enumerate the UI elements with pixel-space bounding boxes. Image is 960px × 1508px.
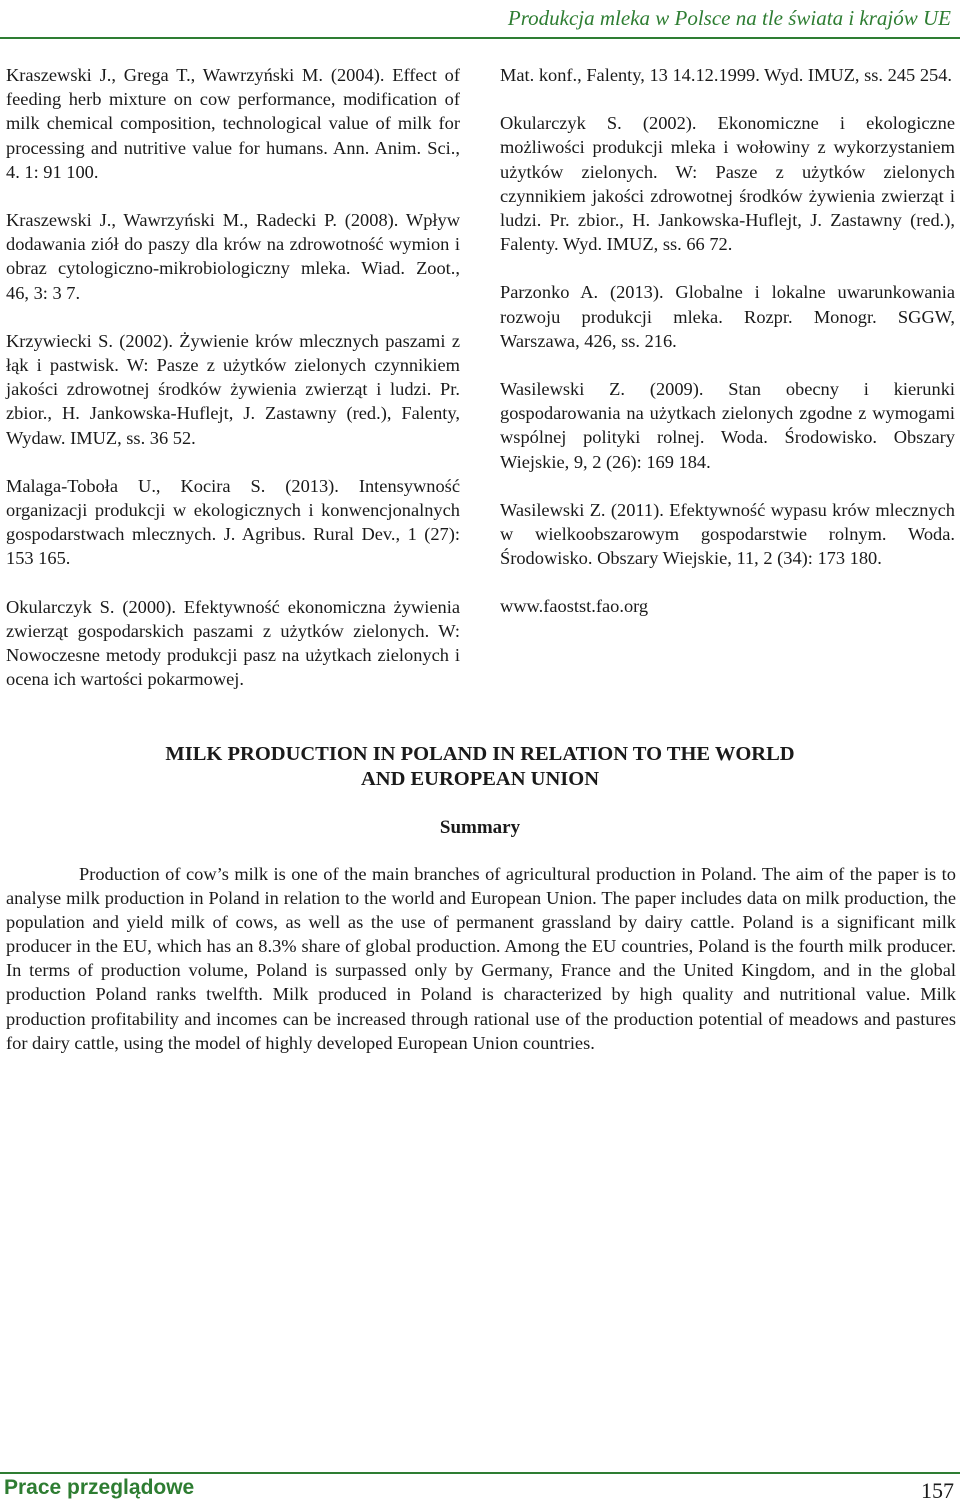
reference-link[interactable]: www.faostst.fao.org — [500, 596, 649, 617]
page-number: 157 — [921, 1478, 954, 1503]
footer-rule — [0, 1472, 960, 1474]
reference-item: Kraszewski J., Grega T., Wawrzyński M. (2004). Effect of feeding herb mixture on cow performance, modification of milk chemical composition, technological value of milk for processing and nutritive value for humans. Ann. Anim. Sci., 4. 1: 91 100. — [6, 65, 460, 182]
references-left-column — [6, 63, 460, 715]
header-rule — [0, 37, 960, 39]
reference-item: Mat. konf., Falenty, 13 14.12.1999. Wyd. IMUZ, ss. 245 254. — [500, 65, 952, 85]
running-title: Produkcja mleka w Polsce na tle świata i krajów UE — [507, 6, 951, 30]
references-right-column — [500, 63, 955, 643]
reference-item: Malaga-Toboła U., Kocira S. (2013). Intensywność organizacji produkcji w ekologicznych i konwencjonalnych gospodarstwach mlecznych. J. Agribus. Rural Dev., 1 (27): 153 165. — [6, 475, 460, 569]
reference-item: Krzywiecki S. (2002). Żywienie krów mlecznych paszami z łąk i pastwisk. W: Pasze z użytków zielonych czynnikiem jakości zdrowotnej środków żywienia zwierząt i ludzi. Pr. zbior., H. Jankowska-Huflejt, J. Zastawny (red.), Falenty, Wydaw. IMUZ, ss. 36 52. — [6, 330, 460, 448]
footer-section-label: Prace przeglądowe — [4, 1476, 195, 1499]
summary-heading: Summary — [439, 817, 521, 838]
reference-item: Wasilewski Z. (2011). Efektywność wypasu krów mlecznych w wielkoobszarowym gospodarstwie rolnym. Woda. Środowisko. Obszary Wiejskie, 11, 2 (34): 173 180. — [500, 499, 955, 569]
summary-text: Production of cow’s milk is one of the main branches of agricultural production in Poland. The aim of the paper is to analyse milk production in Poland in relation to the world and European Union. The paper includes data on milk production, the population and yield milk of cows, as well as the use of permanent grassland by dairy cattle. Poland is a significant milk producer in the EU, which has an 8.3% share of global production. Among the EU countries, Poland is the fourth milk producer. In terms of production volume, Poland is surpassed only by Germany, France and the United Kingdom, and in the global production Poland ranks twelfth. Milk produced in Poland is characterized by high quality and nutritional value. Milk production profitability and incomes can be increased through rational use of the production potential of meadows and pastures for dairy cattle, using the model of highly developed European Union countries. — [6, 864, 956, 1053]
reference-item: Wasilewski Z. (2009). Stan obecny i kierunki gospodarowania na użytkach zielonych zgodne z wymogami wspólnej polityki rolnej. Woda. Środowisko. Obszary Wiejskie, 9, 2 (26): 169 184. — [500, 379, 955, 472]
article-title-line: AND EUROPEAN UNION — [360, 768, 600, 790]
reference-item: Kraszewski J., Wawrzyński M., Radecki P. (2008). Wpływ dodawania ziół do paszy dla krów na zdrowotność wymion i obraz cytologiczno-mikrobiologiczny mleka. Wiad. Zoot., 46, 3: 3 7. — [6, 210, 460, 303]
article-title — [0, 742, 960, 792]
reference-item: Parzonko A. (2013). Globalne i lokalne uwarunkowania rozwoju produkcji mleka. Rozpr. Monogr. SGGW, Warszawa, 426, ss. 216. — [500, 282, 955, 351]
article-title-line: MILK PRODUCTION IN POLAND IN RELATION TO THE WORLD — [165, 743, 795, 765]
reference-item: Okularczyk S. (2000). Efektywność ekonomiczna żywienia zwierząt gospodarskich paszami z użytków zielonych. W: Nowoczesne metody produkcji pasz na użytkach zielonych i ocena ich wartości pokarmowej. — [6, 596, 460, 690]
reference-item: Okularczyk S. (2002). Ekonomiczne i ekologiczne możliwości produkcji mleka i wołowiny z wykorzystaniem użytków zielonych. W: Pasze z użytków zielonych czynnikiem jakości zdrowotnej środków żywienia zwierząt i ludzi. Pr. zbior., H. Jankowska-Huflejt, J. Zastawny (red.), Falenty. Wyd. IMUZ, ss. 66 72. — [500, 113, 955, 255]
